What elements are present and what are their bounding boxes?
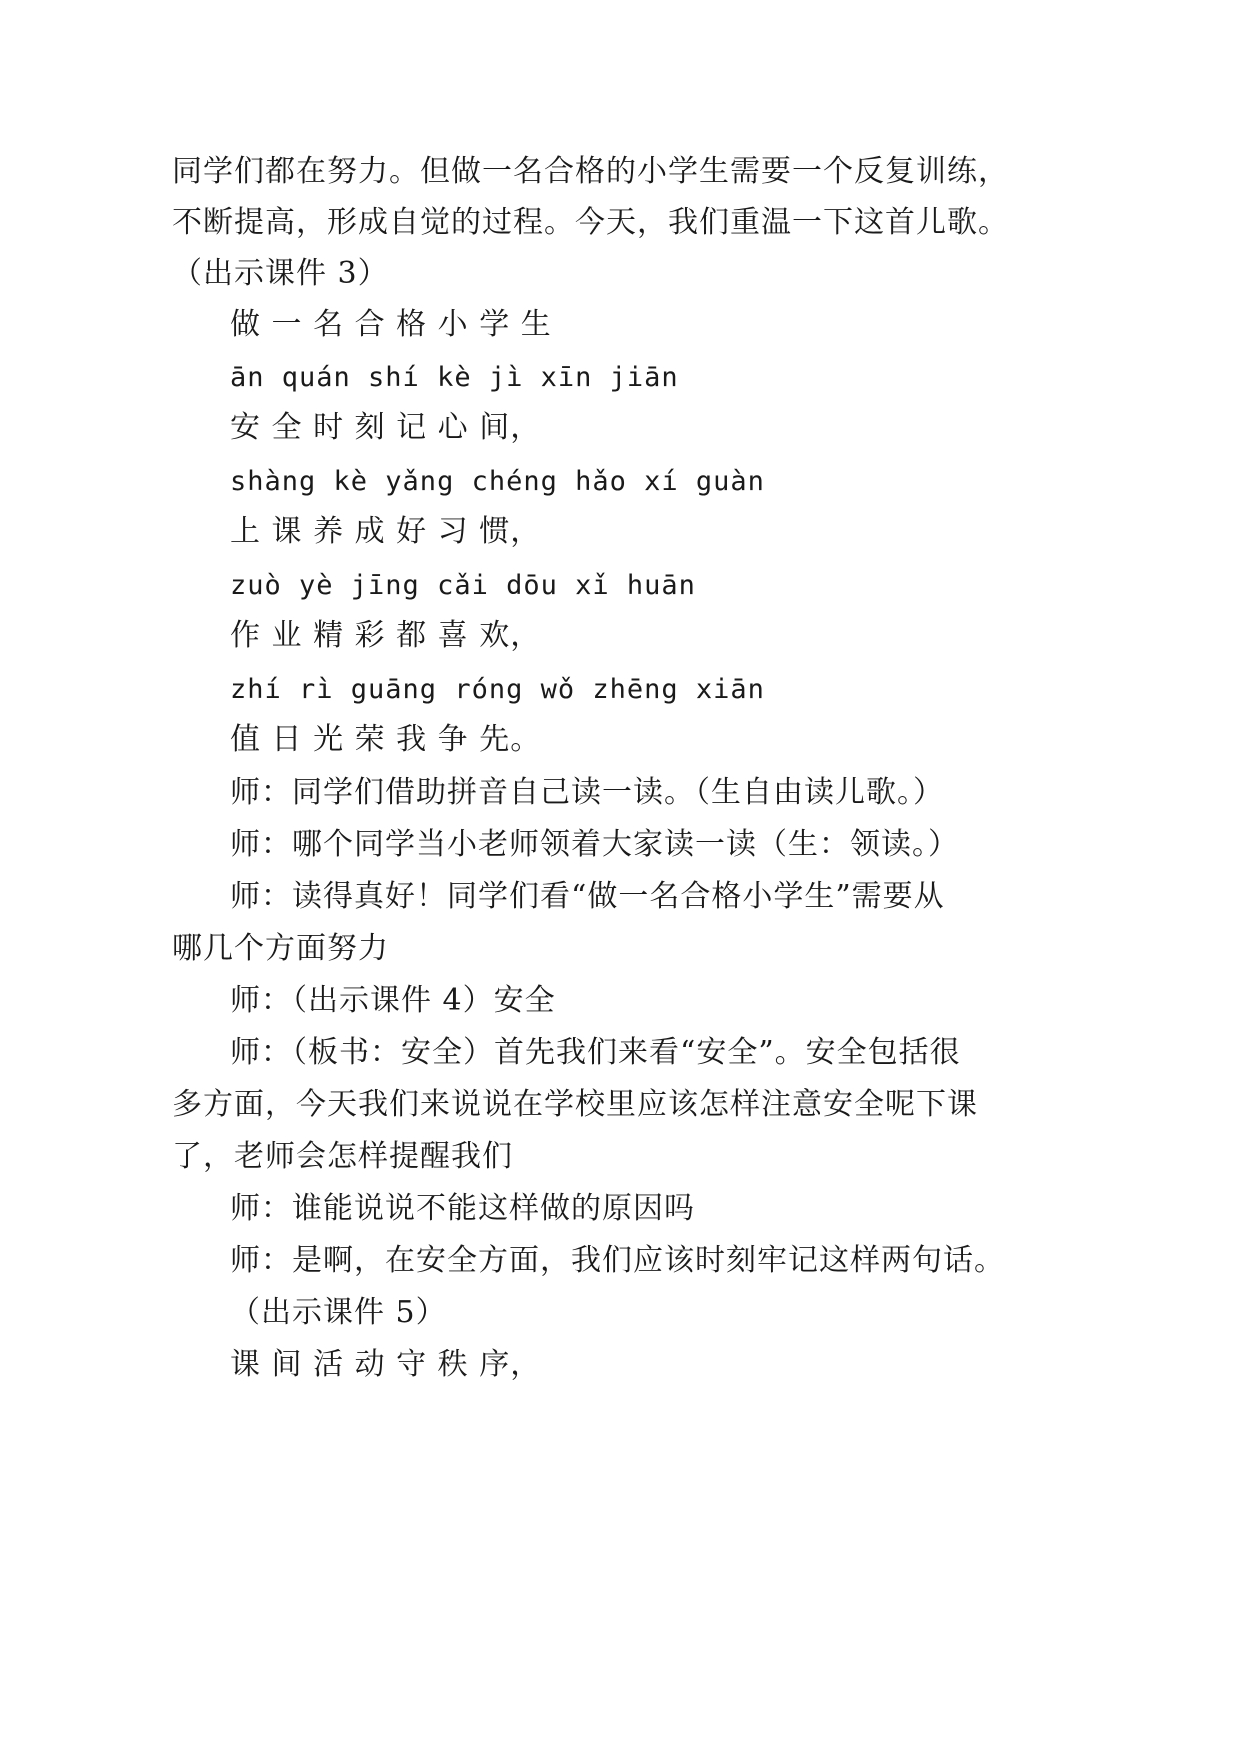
dialogue-line: 师：同学们借助拼音自己读一读。（生自由读儿歌。） [230,775,944,810]
song-hanzi-line: 值 日 光 荣 我 争 先。 [230,722,542,757]
courseware-note: （出示课件 5） [230,1295,447,1330]
song-hanzi-line: 安 全 时 刻 记 心 间， [230,410,542,445]
dialogue-line: 多方面，今天我们来说说在学校里应该怎样注意安全呢下课 [172,1087,978,1122]
dialogue-line: 师：谁能说说不能这样做的原因吗 [230,1191,695,1226]
dialogue-line: 了，老师会怎样提醒我们 [172,1139,513,1174]
dialogue-line: 师：（出示课件 4）安全 [230,983,556,1018]
song-pinyin-line: zuò yè jīng cǎi dōu xǐ huān [230,570,696,601]
song-pinyin-line: shàng kè yǎng chéng hǎo xí guàn [230,466,765,497]
song-pinyin-line: zhí rì guāng róng wǒ zhēng xiān [230,674,765,705]
dialogue-line: 师：（板书：安全）首先我们来看“安全”。安全包括很 [230,1035,961,1070]
dialogue-line: 师：是啊，在安全方面，我们应该时刻牢记这样两句话。 [230,1243,1005,1278]
song-pinyin-line: ān quán shí kè jì xīn jiān [230,362,679,393]
dialogue-line: 师：读得真好！同学们看“做一名合格小学生”需要从 [230,879,945,914]
body-paragraph: 同学们都在努力。但做一名合格的小学生需要一个反复训练， [172,154,1009,189]
dialogue-line: 师：哪个同学当小老师领着大家读一读（生：领读。） [230,827,959,862]
dialogue-line: 哪几个方面努力 [172,931,389,966]
song-hanzi-line: 上 课 养 成 好 习 惯， [230,514,542,549]
song-title: 做 一 名 合 格 小 学 生 [230,307,552,342]
courseware-note: （出示课件 3） [172,256,389,291]
body-paragraph: 不断提高，形成自觉的过程。今天，我们重温一下这首儿歌。 [172,205,1009,240]
song-hanzi-line: 作 业 精 彩 都 喜 欢， [230,618,542,653]
song-hanzi-line: 课 间 活 动 守 秩 序， [230,1347,542,1382]
